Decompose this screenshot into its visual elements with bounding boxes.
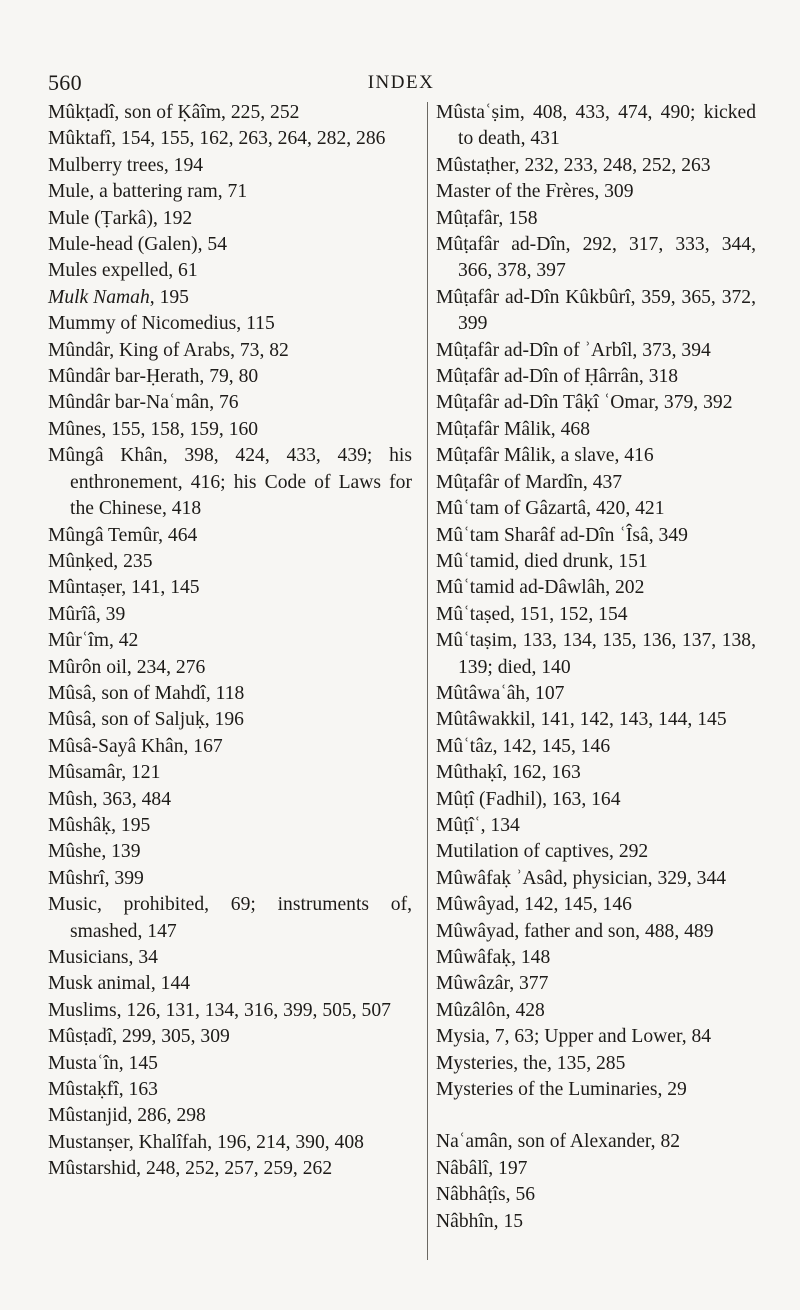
index-entry-text: Mûsh, 363, 484 (48, 788, 172, 810)
index-entry (436, 523, 756, 549)
index-entry-text: Naʿamân, son of Alexander, 82 (436, 1131, 681, 1153)
index-entry (48, 258, 412, 284)
index-entry (48, 285, 412, 311)
index-entry-text: Mûṭafâr ad-Dîn of ʾArbîl, 373, 394 (436, 339, 711, 361)
index-entry-text: Mysteries of the Luminaries, 29 (436, 1079, 687, 1101)
index-entry (436, 470, 756, 496)
index-entry (48, 628, 412, 654)
index-entry-text: Mûṭî (Fadhil), 163, 164 (436, 788, 621, 810)
index-entry (436, 232, 756, 285)
index-entry-text: , 195 (149, 286, 189, 308)
index-entry-text: Mûṭafâr ad-Dîn, 292, 317, 333, 344, 366, 378, 397 (436, 234, 756, 282)
index-entry (436, 1129, 756, 1155)
index-entry (436, 1209, 756, 1235)
index-entry-text: Mûthaḳî, 162, 163 (436, 762, 581, 784)
index-entry-text: Mûndâr bar-Ḥerath, 79, 80 (48, 366, 259, 388)
index-entry-text: Mûngâ Khân, 398, 424, 433, 439; his enthronement, 416; his Code of Laws for the Chinese, 418 (48, 445, 412, 520)
index-entry (48, 1051, 412, 1077)
index-entry (436, 285, 756, 338)
index-entry (48, 655, 412, 681)
index-entry (48, 1024, 412, 1050)
index-entry-text: Mûshrî, 399 (48, 867, 144, 889)
index-entry (48, 866, 412, 892)
index-entry (48, 602, 412, 628)
index-entry-text: Mustaʿîn, 145 (48, 1052, 158, 1074)
index-entry (48, 206, 412, 232)
index-entry-text: Mûktafî, 154, 155, 162, 263, 264, 282, 286 (48, 128, 386, 150)
index-entry (48, 390, 412, 416)
page-header (48, 70, 754, 100)
index-entry-text: Mûṭafâr ad-Dîn of Ḥârrân, 318 (436, 366, 679, 388)
index-entry (436, 206, 756, 232)
index-entry (436, 734, 756, 760)
index-column-left (48, 100, 412, 1183)
index-entry-text: Mûndâr, King of Arabs, 73, 82 (48, 339, 289, 361)
index-entry (48, 575, 412, 601)
index-entry-text: Mustanṣer, Khalîfah, 196, 214, 390, 408 (48, 1131, 364, 1153)
index-entry (436, 866, 756, 892)
index-entry (48, 971, 412, 997)
index-entry (436, 839, 756, 865)
index-entry-text: Mûstaḳfî, 163 (48, 1079, 158, 1101)
running-head: INDEX (367, 72, 435, 93)
index-entry-text: Mûndâr bar-Naʿmân, 76 (48, 392, 239, 414)
index-entry (436, 1024, 756, 1050)
index-entry (436, 1077, 756, 1103)
index-entry-text: Mûnḳed, 235 (48, 550, 153, 572)
index-entry-text: Mûrôn oil, 234, 276 (48, 656, 206, 678)
index-entry (436, 602, 756, 628)
index-entry (48, 179, 412, 205)
index-entry (436, 390, 756, 416)
index-entry-text: Mûṭafâr Mâlik, 468 (436, 418, 590, 440)
index-entry-text: Mûʿtaṣed, 151, 152, 154 (436, 603, 628, 625)
index-entry-text: Mûwâzâr, 377 (436, 973, 549, 995)
index-entry-text: Muslims, 126, 131, 134, 316, 399, 505, 507 (48, 999, 391, 1021)
index-entry (48, 338, 412, 364)
index-entry-text: Mûkṭadî, son of Ḳâîm, 225, 252 (48, 102, 300, 123)
index-entry (436, 707, 756, 733)
index-entry-text: Mûtâwaʿâh, 107 (436, 682, 565, 704)
index-entry-text: Mûwâfaḳ, 148 (436, 947, 551, 968)
index-entry-text: Mûsâ, son of Mahdî, 118 (48, 682, 245, 704)
index-entry (48, 364, 412, 390)
index-entry-text: Mûṭafâr ad-Dîn Kûkbûrî, 359, 365, 372, 399 (436, 286, 756, 335)
index-entry (48, 100, 412, 126)
index-entry-text: Mûngâ Temûr, 464 (48, 524, 198, 546)
index-entry-text: Mûṭafâr of Mardîn, 437 (436, 471, 623, 493)
index-entry (48, 892, 412, 945)
index-entry (436, 945, 756, 971)
index-entry (436, 919, 756, 945)
index-entry-text: Mûnes, 155, 158, 159, 160 (48, 418, 259, 440)
index-entry (436, 100, 756, 153)
index-entry (436, 1182, 756, 1208)
index-entry (48, 232, 412, 258)
index-entry-text: Nâbhâṭîs, 56 (436, 1184, 536, 1206)
index-entry-text: Music, prohibited, 69; instruments of, smashed, 147 (48, 894, 412, 942)
index-entry-text: Mûʿtam Sharâf ad-Dîn ʿÎsâ, 349 (436, 524, 688, 546)
index-entry-text: Mûstaʿṣim, 408, 433, 474, 490; kicked to death, 431 (436, 102, 756, 150)
column-divider (427, 102, 428, 1260)
index-entry (436, 971, 756, 997)
index-entry-text: Mûshâḳ, 195 (48, 814, 151, 836)
index-entry (48, 311, 412, 337)
index-entry (436, 364, 756, 390)
index-entry (48, 1130, 412, 1156)
index-entry (48, 760, 412, 786)
index-entry-text: Mûṭafâr ad-Dîn Tâḳî ʿOmar, 379, 392 (436, 392, 733, 414)
index-entry (48, 734, 412, 760)
index-entry-text: Mûwâyad, father and son, 488, 489 (436, 920, 714, 942)
index-entry-text: Mûwâyad, 142, 145, 146 (436, 894, 632, 916)
index-entry (436, 443, 756, 469)
index-entry-text: Mûrʿîm, 42 (48, 630, 139, 652)
index-entry (436, 496, 756, 522)
index-entry (436, 179, 756, 205)
index-entry-text: Mûsâ-Sayâ Khân, 167 (48, 735, 223, 757)
index-entry-text: Mummy of Nicomedius, 115 (48, 313, 275, 335)
index-entry (436, 813, 756, 839)
index-entry-text: Mysteries, the, 135, 285 (436, 1052, 626, 1074)
index-entry (48, 1156, 412, 1182)
index-entry-text: Mûwâfaḳ ʾAsâd, physician, 329, 344 (436, 867, 727, 889)
index-entry-text: Mûntaṣer, 141, 145 (48, 577, 200, 599)
index-entry-text: Mûṭafâr, 158 (436, 207, 538, 229)
index-entry-text: Mûstanjid, 286, 298 (48, 1105, 206, 1127)
index-entry (436, 575, 756, 601)
index-entry-text: Mûstaṭher, 232, 233, 248, 252, 263 (436, 154, 711, 176)
index-entry-text: Mûsamâr, 121 (48, 762, 161, 784)
index-entry (48, 523, 412, 549)
index-entry (48, 1077, 412, 1103)
index-entry-text: Master of the Frères, 309 (436, 181, 634, 203)
index-entry-text: Mule-head (Galen), 54 (48, 234, 227, 256)
index-entry (48, 945, 412, 971)
index-entry (436, 1156, 756, 1182)
index-entry (48, 153, 412, 179)
index-entry (436, 998, 756, 1024)
index-entry-text: Mûtâwakkil, 141, 142, 143, 144, 145 (436, 709, 727, 731)
index-entry-text: Mûsṭadî, 299, 305, 309 (48, 1026, 230, 1048)
index-entry (48, 126, 412, 152)
index-entry-text: Mûshe, 139 (48, 841, 141, 863)
index-entry (48, 998, 412, 1024)
index-entry (436, 681, 756, 707)
index-entry-text: Mule (Ṭarkâ), 192 (48, 207, 193, 229)
index-entry (436, 1051, 756, 1077)
index-entry-text: Musicians, 34 (48, 947, 158, 968)
index-entry-text: Mulberry trees, 194 (48, 154, 204, 176)
page-number: 560 (48, 70, 82, 95)
index-entry-text: Mûʿtamid, died drunk, 151 (436, 550, 648, 572)
index-entry-text: Musk animal, 144 (48, 973, 191, 995)
index-entry (436, 417, 756, 443)
index-entry (436, 338, 756, 364)
index-entry-text: Mûṭîʿ, 134 (436, 814, 520, 836)
index-entry-text: Mûṭafâr Mâlik, a slave, 416 (436, 445, 654, 467)
index-entry-title: Mulk Namah (48, 286, 150, 308)
index-entry (48, 787, 412, 813)
index-entry (48, 1103, 412, 1129)
index-entry (48, 813, 412, 839)
index-entry-text: Mysia, 7, 63; Upper and Lower, 84 (436, 1026, 712, 1048)
index-entry (436, 153, 756, 179)
index-entry-text: Nâbhîn, 15 (436, 1210, 524, 1232)
index-entry-text: Mûzâlôn, 428 (436, 999, 545, 1021)
index-entry-text: Mûʿtâz, 142, 145, 146 (436, 735, 611, 757)
index-entry-text: Nâbâlî, 197 (436, 1157, 528, 1179)
index-entry (48, 681, 412, 707)
index-entry (436, 787, 756, 813)
index-entry (48, 839, 412, 865)
index-entry (436, 892, 756, 918)
index-entry-text: Mûstarshid, 248, 252, 257, 259, 262 (48, 1158, 333, 1180)
index-entry-text: Mûʿtaṣim, 133, 134, 135, 136, 137, 138, 139; died, 140 (436, 630, 756, 678)
index-column-right (436, 100, 756, 1235)
index-entry-text: Mutilation of captives, 292 (436, 841, 649, 863)
index-entry-text: Mule, a battering ram, 71 (48, 181, 248, 203)
index-entry (48, 549, 412, 575)
index-entry (436, 628, 756, 681)
index-entry (48, 417, 412, 443)
index-entry-text: Mûʿtam of Gâzartâ, 420, 421 (436, 498, 665, 520)
index-entry (48, 707, 412, 733)
index-entry-text: Mûrîâ, 39 (48, 603, 126, 625)
index-entry-text: Mules expelled, 61 (48, 260, 198, 282)
index-entry (48, 443, 412, 522)
index-entry-text: Mûʿtamid ad-Dâwlâh, 202 (436, 577, 645, 599)
index-entry-text: Mûsâ, son of Saljuḳ, 196 (48, 709, 244, 731)
index-entry (436, 760, 756, 786)
index-entry (436, 549, 756, 575)
